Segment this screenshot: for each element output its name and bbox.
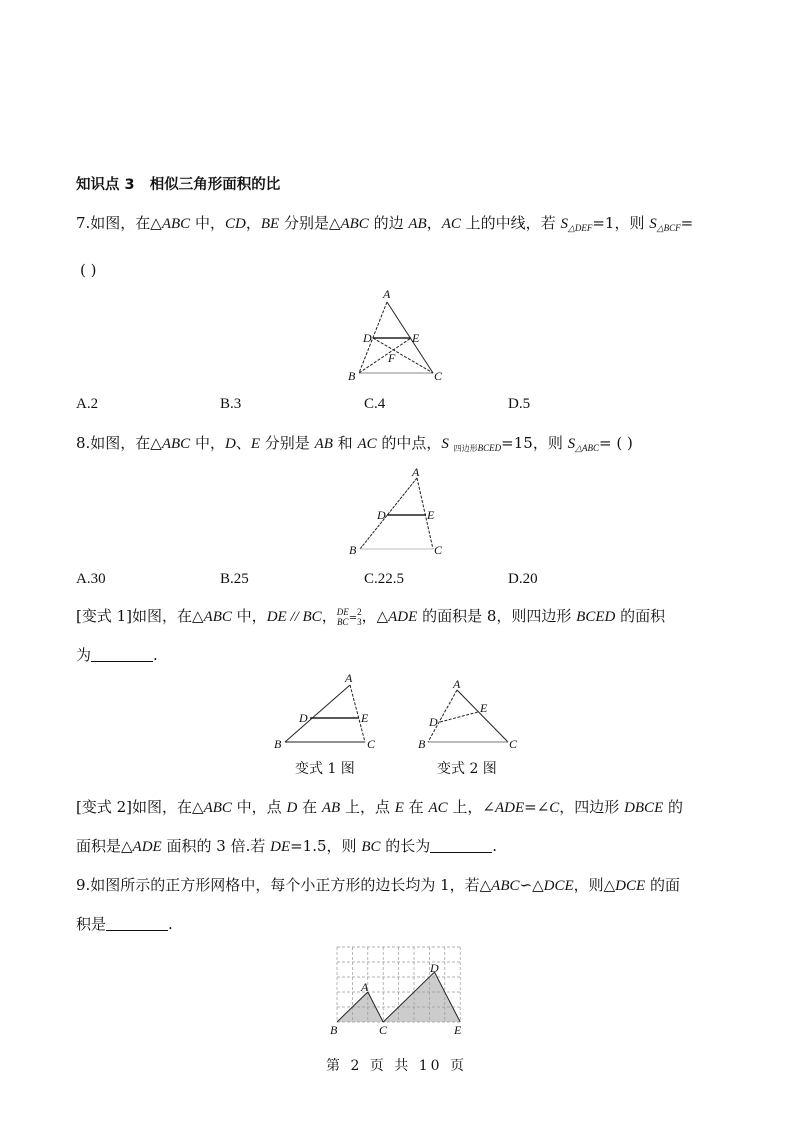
label-v2-a: A [453, 677, 461, 691]
text: S [567, 436, 576, 452]
text: D [224, 436, 236, 452]
text: 上，点 [340, 798, 395, 816]
text: BCED [576, 609, 616, 625]
label-q8-b: B [349, 543, 357, 557]
text: 的长为 [380, 837, 431, 855]
text: 面积的 3 倍.若 [161, 837, 271, 855]
text: 中， [190, 214, 225, 232]
question-9-text [76, 875, 680, 896]
page-footer: 第 2 页 共 10 页 [326, 1058, 467, 1074]
label-q9-b: B [330, 1023, 338, 1037]
label-v2-d: D [429, 715, 438, 729]
text: =1，则 [592, 214, 650, 232]
text: 为 [76, 646, 92, 664]
text: AB [321, 800, 341, 816]
label-v2-e: E [480, 701, 488, 715]
text: [变式 2]如图，在△ [76, 798, 204, 816]
text: 面积是△ [76, 837, 133, 855]
label-v2-b: B [418, 737, 426, 751]
text: BC [361, 839, 381, 855]
label-v1-a: A [345, 671, 353, 685]
label-q9-e: E [454, 1023, 462, 1037]
denominator: BC [336, 617, 349, 627]
subscript: △BCF [656, 223, 681, 233]
text: ∽△ [519, 876, 544, 894]
section-title: 相似三角形面积的比 [149, 177, 281, 193]
text: ，四边形 [559, 798, 625, 816]
answer-blank[interactable] [91, 647, 153, 662]
text: C [549, 800, 560, 816]
label-q9-a: A [361, 980, 369, 994]
segment-de [440, 712, 478, 722]
text: =15，则 [501, 434, 568, 452]
text: ，则△ [573, 876, 616, 894]
label-q9-c: C [379, 1023, 388, 1037]
text: [变式 1]如图，在△ [76, 607, 204, 625]
text: AC [357, 436, 377, 452]
text: AC [441, 216, 461, 232]
option-a[interactable]: A.30 [76, 571, 106, 587]
text: . [153, 646, 158, 664]
option-c[interactable]: C.22.5 [364, 571, 405, 587]
text: 的面积 [615, 607, 666, 625]
text: 和 [332, 434, 358, 452]
text: DE // BC [266, 609, 322, 625]
text: DBCE [624, 800, 664, 816]
text: ABC [203, 609, 232, 625]
option-d[interactable]: D.5 [508, 396, 531, 412]
text: 分别是△ [279, 214, 341, 232]
text: ， [321, 607, 337, 625]
option-b[interactable]: B.3 [220, 396, 242, 412]
variant-2-line2 [76, 836, 497, 857]
label-q7-f: F [388, 351, 396, 365]
text: ，△ [361, 607, 389, 625]
text: 积是 [76, 915, 107, 933]
text: BE [260, 216, 280, 232]
label-q7-d: D [363, 331, 372, 345]
label-v1-c: C [367, 737, 376, 751]
text: ABC [491, 878, 520, 894]
text: AB [314, 436, 333, 452]
text: S [441, 436, 449, 452]
text: ABC [161, 216, 191, 232]
text: ABC [203, 800, 232, 816]
label-q7-c: C [434, 369, 443, 383]
subscript: 四边形 [453, 444, 478, 453]
option-d[interactable]: D.20 [508, 571, 538, 587]
text: 、 [235, 434, 251, 452]
text: E [250, 436, 261, 452]
text: 上，∠ [447, 798, 495, 816]
variant-2-text [76, 797, 683, 818]
text: 7.如图，在△ [76, 214, 162, 232]
caption-variant-1: 变式 1 图 [295, 761, 355, 777]
answer-blank[interactable] [106, 916, 168, 931]
segment-dc [373, 338, 433, 373]
text: ABC [340, 216, 369, 232]
label-q7-b: B [348, 369, 356, 383]
figure-variant-2 [428, 690, 508, 742]
text: = ( ) [599, 434, 633, 452]
subscript: △DEF [567, 223, 593, 233]
text: 上的中线，若 [460, 214, 561, 232]
figure-variant-1 [285, 685, 365, 742]
text: 在 [403, 798, 429, 816]
segment-ab [360, 478, 417, 549]
answer-blank[interactable] [430, 838, 492, 853]
label-q8-a: A [412, 465, 420, 479]
answer-paren-7: ( ) [80, 261, 97, 279]
label-v1-b: B [274, 737, 282, 751]
text: 中， [190, 434, 225, 452]
text: E [394, 800, 404, 816]
text: 的 [663, 798, 684, 816]
label-v1-d: D [299, 711, 308, 725]
label-q8-c: C [434, 543, 443, 557]
variant-1-text [76, 606, 665, 629]
text: CD [224, 216, 246, 232]
text: 的面积是 8，则四边形 [417, 607, 577, 625]
text: S [560, 216, 568, 232]
equals: = [348, 613, 358, 624]
text: DE [270, 839, 291, 855]
text: 中， [231, 607, 267, 625]
figure-q9-grid [337, 947, 460, 1022]
text: . [168, 915, 173, 933]
variant-1-line2 [76, 645, 158, 665]
text: DCE [543, 878, 574, 894]
text: AB [408, 216, 427, 232]
label-q8-e: E [427, 508, 435, 522]
option-a[interactable]: A.2 [76, 396, 99, 412]
text: ADE [388, 609, 418, 625]
numerator: DE [336, 607, 349, 617]
text: =1.5，则 [290, 837, 362, 855]
question-8-text [76, 433, 633, 459]
text: 分别是 [260, 434, 315, 452]
label-q7-e: E [412, 331, 420, 345]
figure-q8 [360, 478, 433, 549]
text: . [492, 837, 498, 855]
text: AC [428, 800, 448, 816]
text: S [649, 216, 657, 232]
option-c[interactable]: C.4 [364, 396, 386, 412]
label-q9-d: D [430, 961, 439, 975]
text: ， [426, 214, 442, 232]
text: 中，点 [231, 798, 287, 816]
text: 在 [297, 798, 322, 816]
label-v1-e: E [361, 711, 369, 725]
text: =∠ [524, 798, 550, 816]
text: 的边 [368, 214, 409, 232]
label-v2-c: C [509, 737, 518, 751]
text: DCE [615, 878, 646, 894]
option-b[interactable]: B.25 [220, 571, 249, 587]
fraction-de-bc [337, 607, 349, 627]
triangle-dce [383, 972, 460, 1022]
denominator: 3 [357, 617, 362, 627]
subscript: BCED [477, 443, 502, 453]
text: 的面 [645, 876, 680, 894]
label-q7-a: A [383, 287, 391, 301]
segment-ab [285, 685, 350, 742]
question-9-line2 [76, 914, 173, 934]
section-label: 知识点 3 [76, 177, 135, 193]
numerator: 2 [357, 607, 362, 617]
label-q8-d: D [377, 508, 386, 522]
text: 8.如图，在△ [76, 434, 162, 452]
text: D [286, 800, 298, 816]
text: = [680, 214, 694, 232]
caption-variant-2: 变式 2 图 [437, 761, 497, 777]
subscript: △ABC [575, 443, 600, 453]
text: ADE [494, 800, 525, 816]
text: ADE [132, 839, 162, 855]
text: ， [245, 214, 261, 232]
text: 9.如图所示的正方形网格中，每个小正方形的边长均为 1，若△ [76, 876, 492, 894]
text: ABC [161, 436, 191, 452]
text: 的中点， [376, 434, 442, 452]
